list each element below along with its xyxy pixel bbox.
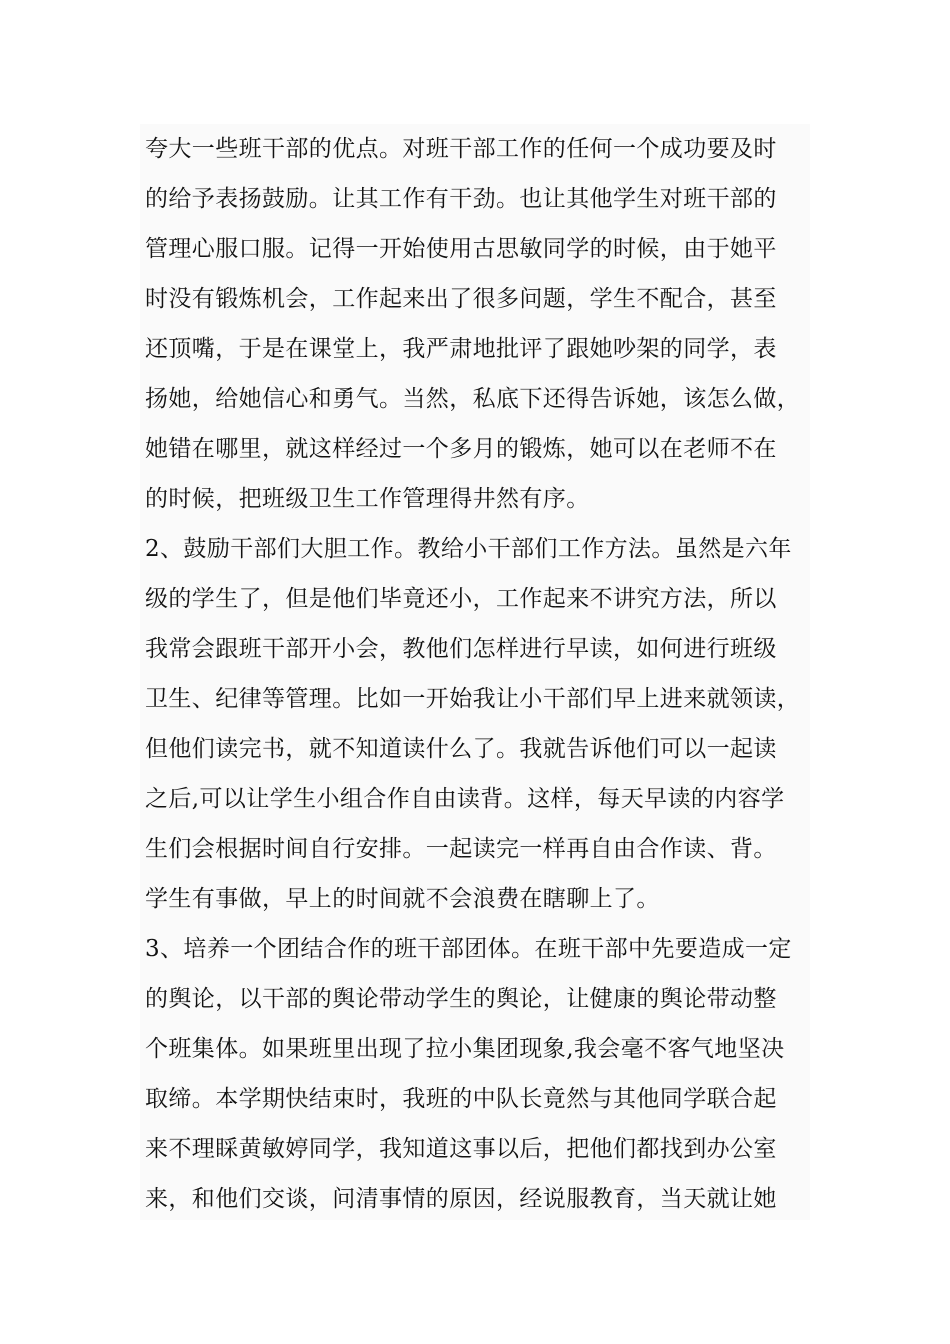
text-line: 卫生、纪律等管理。比如一开始我让小干部们早上进来就领读， xyxy=(145,686,801,712)
body-text xyxy=(140,124,810,1220)
text-line: 我常会跟班干部开小会，教他们怎样进行早读，如何进行班级 xyxy=(145,636,777,662)
text-line: 来，和他们交谈，问清事情的原因，经说服教育，当天就让她 xyxy=(145,1186,777,1212)
text-line: 之后,可以让学生小组合作自由读背。这样，每天早读的内容学 xyxy=(145,786,785,812)
text-line: 个班集体。如果班里出现了拉小集团现象,我会毫不客气地坚决 xyxy=(145,1036,785,1062)
text-line: 级的学生了，但是他们毕竟还小，工作起来不讲究方法，所以 xyxy=(145,586,777,612)
text-line: 学生有事做，早上的时间就不会浪费在瞎聊上了。 xyxy=(145,886,660,912)
text-line: 的时候，把班级卫生工作管理得井然有序。 xyxy=(145,486,590,512)
text-line: 3、培养一个团结合作的班干部团体。在班干部中先要造成一定 xyxy=(145,936,792,962)
text-line: 她错在哪里，就这样经过一个多月的锻炼，她可以在老师不在 xyxy=(145,436,777,462)
text-line: 来不理睬黄敏婷同学，我知道这事以后，把他们都找到办公室 xyxy=(145,1136,777,1162)
text-line: 但他们读完书，就不知道读什么了。我就告诉他们可以一起读 xyxy=(145,736,777,762)
text-line: 的舆论，以干部的舆论带动学生的舆论，让健康的舆论带动整 xyxy=(145,986,777,1012)
text-line: 管理心服口服。记得一开始使用古思敏同学的时候，由于她平 xyxy=(145,236,777,262)
text-line: 生们会根据时间自行安排。一起读完一样再自由合作读、背。 xyxy=(145,836,777,862)
text-line: 夸大一些班干部的优点。对班干部工作的任何一个成功要及时 xyxy=(145,136,777,162)
text-line: 取缔。本学期快结束时，我班的中队长竟然与其他同学联合起 xyxy=(145,1086,777,1112)
text-line: 的给予表扬鼓励。让其工作有干劲。也让其他学生对班干部的 xyxy=(145,186,777,212)
text-line: 时没有锻炼机会，工作起来出了很多问题，学生不配合，甚至 xyxy=(145,286,777,312)
text-line: 扬她，给她信心和勇气。当然，私底下还得告诉她，该怎么做， xyxy=(145,386,801,412)
text-line: 2、鼓励干部们大胆工作。教给小干部们工作方法。虽然是六年 xyxy=(145,536,792,562)
text-line: 还顶嘴，于是在课堂上，我严肃地批评了跟她吵架的同学，表 xyxy=(145,336,777,362)
